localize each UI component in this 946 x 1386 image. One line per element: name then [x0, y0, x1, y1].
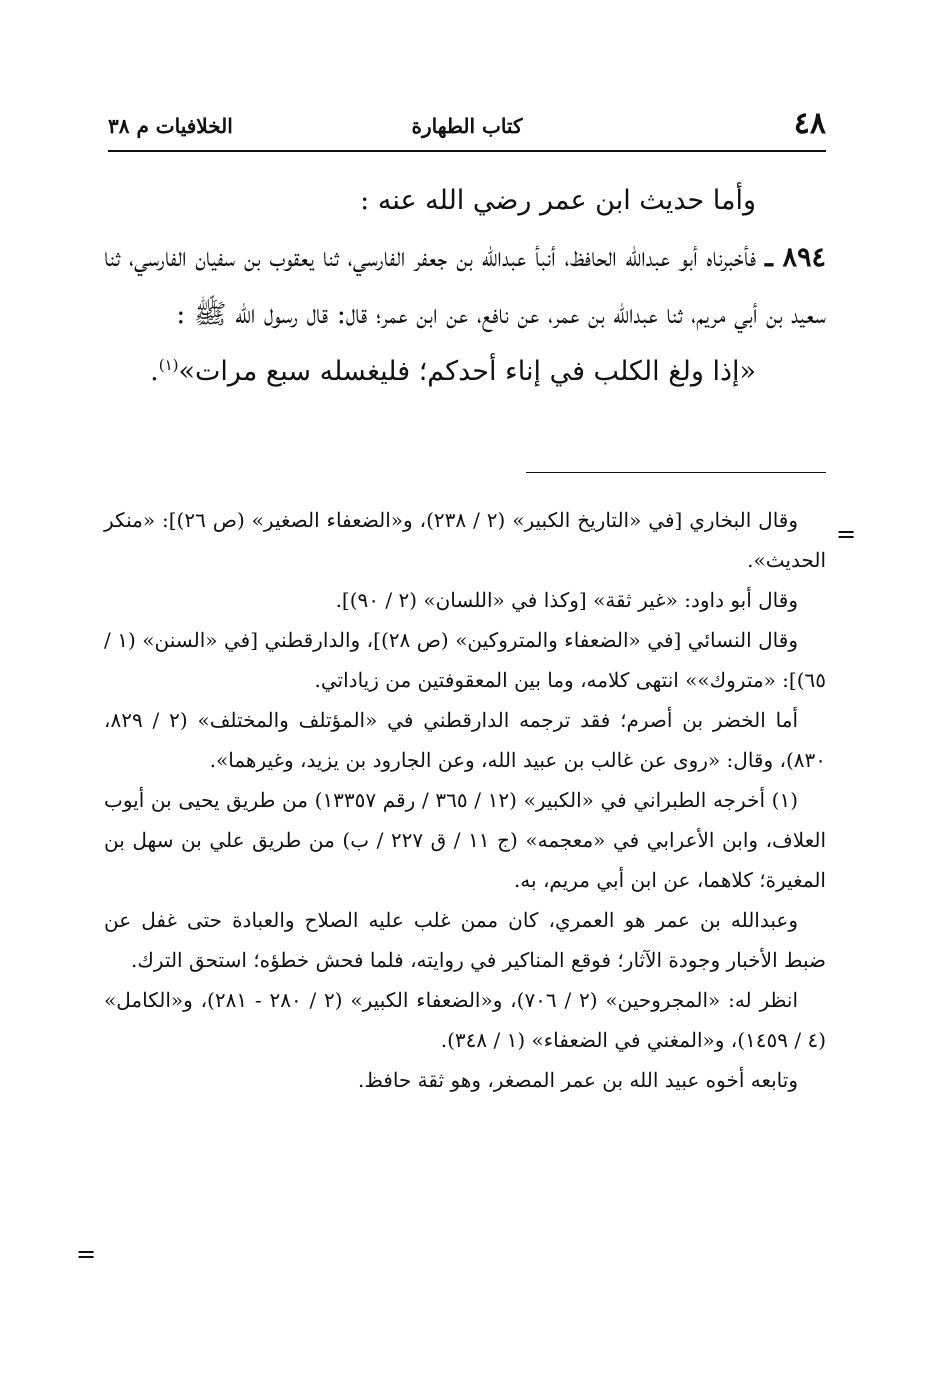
matn-period: . — [150, 356, 159, 387]
continuation-mark-bottom: = — [76, 1240, 97, 1268]
footnote-paragraph: (١) أخرجه الطبراني في «الكبير» (١٢ / ٣٦٥ / رقم ١٣٣٥٧) من طريق يحيى بن أيوب العلاف، وابن الأعرابي في «معجمه» (ج ١١ / ق ٢٢٧ / ب) من طريق علي بن سهل بن المغيرة؛ كلاهما، عن ابن أبي مريم، به. — [104, 788, 827, 892]
hadith-number: ٨٩٤ ـ — [764, 242, 827, 273]
hadith-matn: «إذا ولغ الكلب في إناء أحدكم؛ فليغسله سبع مرات» — [178, 356, 756, 387]
footnote-paragraph: وقال البخاري [في «التاريخ الكبير» (٢ / ٢٣٨)، و«الضعفاء الصغير» (ص ٢٦)]: «منكر الحديث». — [104, 508, 826, 572]
footnotes — [104, 500, 826, 1100]
hadith-matn-line — [104, 343, 826, 400]
footnote-paragraph: وعبدالله بن عمر هو العمري، كان ممن غلب عليه الصلاح والعبادة حتى غفل عن ضبط الأخبار وجودة الآثار؛ فوقع المناكير في روايته، فلما فحش خطؤه؛ استحق الترك. — [104, 908, 826, 972]
signature-mark: الخلافيات م ٣٨ — [108, 114, 233, 138]
running-header — [108, 106, 826, 146]
footnote-paragraph: وقال النسائي [في «الضعفاء والمتروكين» (ص ٢٨)]، والدارقطني [في «السنن» (١ / ٦٥)]: «متروك»» انتهى كلامه، وما بين المعقوفتين من زياداتي. — [104, 628, 826, 692]
hadith-paragraph — [104, 229, 826, 343]
continuation-mark-top: = — [836, 520, 857, 548]
footnote-separator — [526, 472, 826, 473]
footnote-reference[interactable]: (١) — [158, 356, 179, 374]
hadith-isnad: فأخبرناه أبو عبدالله الحافظ، أنبأ عبدالله بن جعفر الفارسي، ثنا يعقوب بن سفيان الفارسي، ثنا سعيد بن أبي مريم، ثنا عبدالله بن عمر، عن نافع، عن ابن عمر؛ قال: قال رسول الله ﷺ : — [104, 242, 826, 330]
section-intro: وأما حديث ابن عمر رضي الله عنه : — [360, 185, 756, 216]
chapter-title: كتاب الطهارة — [411, 114, 523, 138]
footnote-paragraph: وقال أبو داود: «غير ثقة» [وكذا في «اللسان» (٢ / ٩٠)]. — [335, 588, 798, 612]
footnote-paragraph: انظر له: «المجروحين» (٢ / ٧٠٦)، و«الضعفاء الكبير» (٢ / ٢٨٠ - ٢٨١)، و«الكامل» (٤ / ١٤٥٩)، و«المغني في الضعفاء» (١ / ٣٤٨). — [104, 988, 826, 1052]
header-rule — [108, 150, 826, 152]
page-number: ٤٨ — [793, 106, 826, 141]
footnote-paragraph: وتابعه أخوه عبيد الله بن عمر المصغر، وهو ثقة حافظ. — [357, 1068, 798, 1092]
main-text — [104, 172, 826, 400]
footnote-paragraph: أما الخضر بن أصرم؛ فقد ترجمه الدارقطني في «المؤتلف والمختلف» (٢ / ٨٢٩، ٨٣٠)، وقال: «روى عن غالب بن عبيد الله، وعن الجارود بن يزيد، وغيرهما». — [104, 708, 826, 772]
